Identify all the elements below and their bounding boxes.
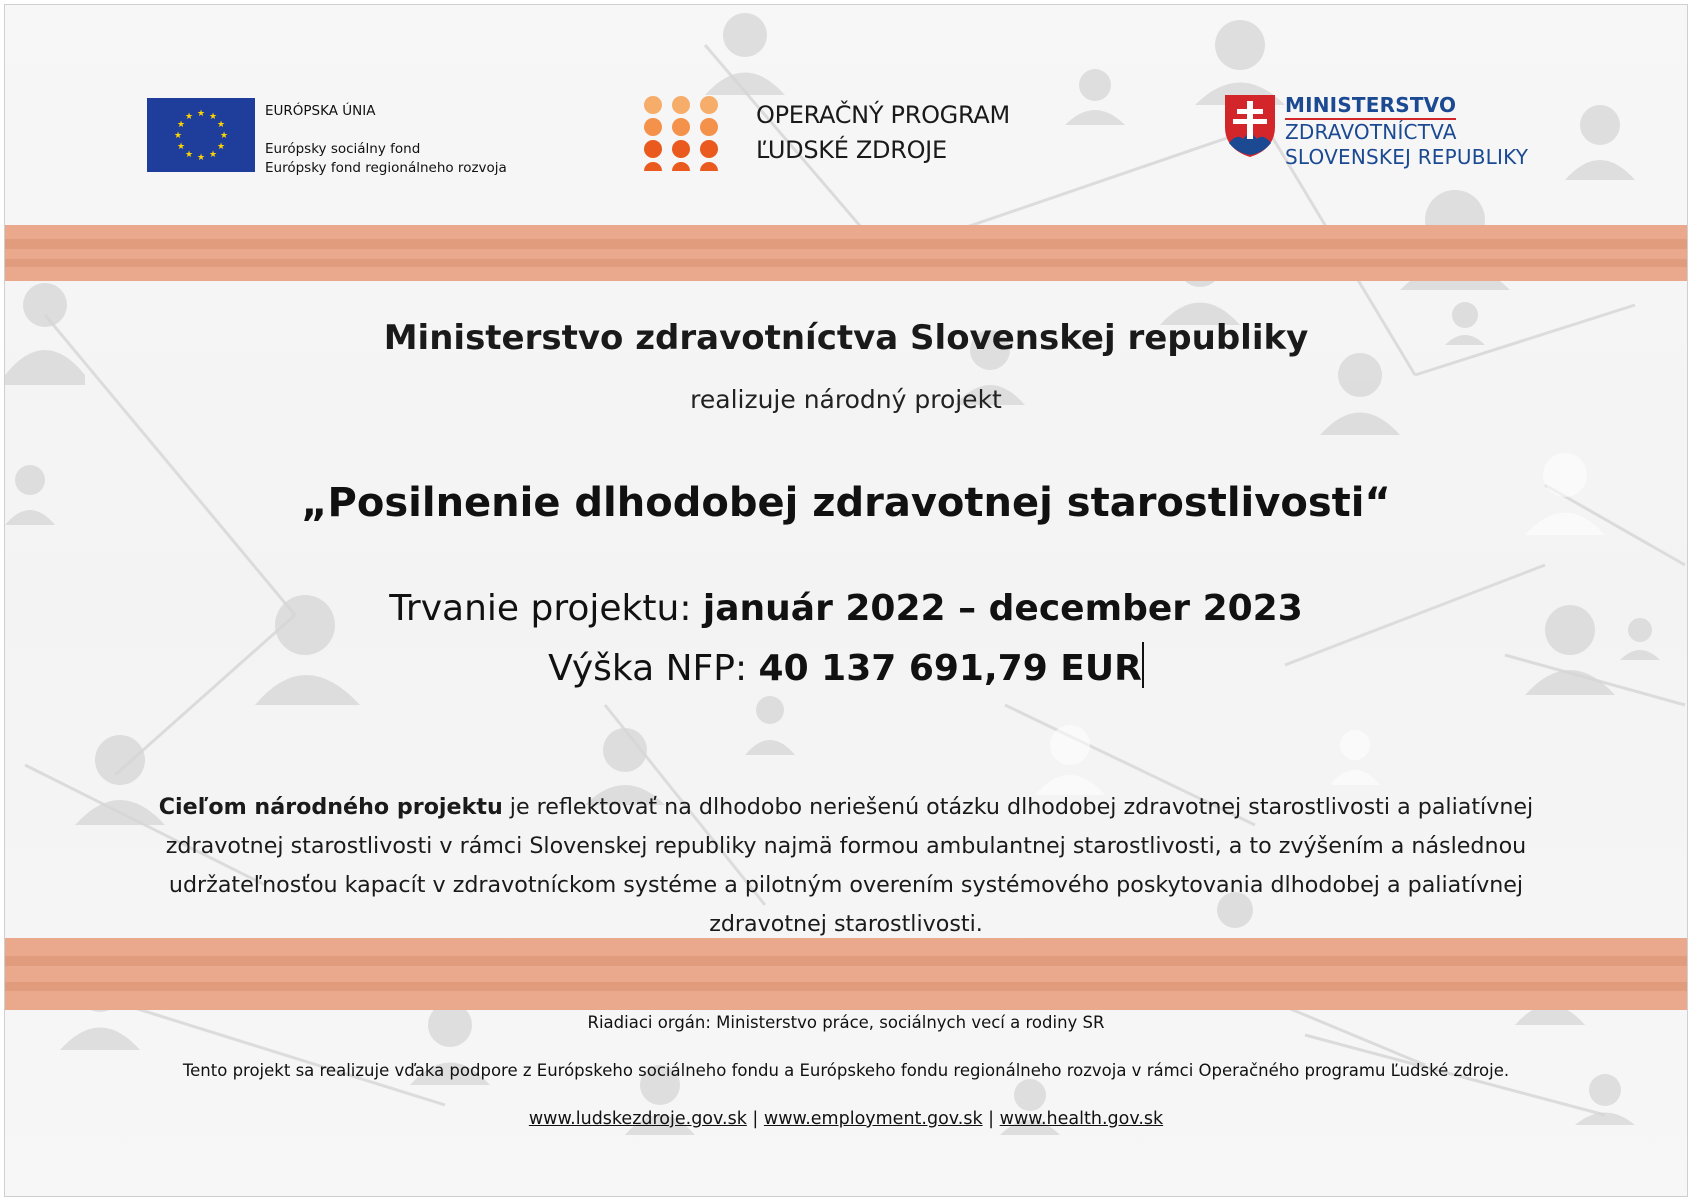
link-employment[interactable]: www.employment.gov.sk bbox=[763, 1109, 983, 1129]
op-line-2: ĽUDSKÉ ZDROJE bbox=[756, 136, 947, 164]
ministry-logo bbox=[1223, 93, 1528, 170]
svg-text:★: ★ bbox=[184, 150, 194, 160]
svg-text:★: ★ bbox=[219, 131, 229, 141]
project-goal-paragraph bbox=[155, 788, 1537, 944]
goal-text: je reflektovať na dlhodobo neriešenú otázku dlhodobej zdravotnej starostlivosti a paliatívnej zdravotnej starostlivosti v rámci Slovenskej republiky najmä formou ambulantnej starostlivosti, a to zvýšením a následnou udržateľnosťou kapacít v zdravotníckom systéme a pilotným overením systémového poskytovania dlhodobej a paliatívnej zdravotnej starostlivosti. bbox=[165, 794, 1534, 937]
nfp-amount bbox=[5, 642, 1687, 689]
op-ludske-zdroje-logo bbox=[642, 95, 1010, 171]
ministry-line-1: MINISTERSTVO bbox=[1285, 93, 1456, 120]
link-separator: | bbox=[752, 1109, 759, 1129]
top-orange-band bbox=[5, 225, 1687, 281]
eu-fund-line-1: Európsky sociálny fond bbox=[265, 141, 421, 157]
eu-flag-icon bbox=[147, 98, 255, 172]
eu-logo bbox=[147, 98, 507, 178]
svg-text:★: ★ bbox=[196, 109, 206, 119]
footer-links bbox=[5, 1109, 1687, 1129]
svg-text:★: ★ bbox=[176, 120, 186, 130]
nfp-label: Výška NFP: bbox=[548, 648, 759, 689]
eu-title: EURÓPSKA ÚNIA bbox=[265, 103, 376, 119]
text-cursor bbox=[1142, 642, 1144, 688]
svg-text:★: ★ bbox=[173, 131, 183, 141]
op-line-1: OPERAČNÝ PROGRAM bbox=[756, 101, 1010, 129]
eu-fund-line-2: Európsky fond regionálneho rozvoja bbox=[265, 160, 507, 176]
project-duration bbox=[5, 588, 1687, 629]
goal-bold-lead: Cieľom národného projektu bbox=[158, 794, 503, 820]
bottom-orange-band bbox=[5, 938, 1687, 1010]
duration-label: Trvanie projektu: bbox=[389, 588, 703, 629]
slovak-coat-of-arms-icon bbox=[1223, 93, 1277, 159]
svg-text:★: ★ bbox=[216, 120, 226, 130]
ministry-line-2: ZDRAVOTNÍCTVA bbox=[1285, 120, 1457, 144]
svg-text:★: ★ bbox=[184, 112, 194, 122]
managing-body: Riadiaci orgán: Ministerstvo práce, sociálnych vecí a rodiny SR bbox=[587, 1013, 1105, 1032]
svg-text:★: ★ bbox=[216, 142, 226, 152]
svg-text:★: ★ bbox=[196, 153, 206, 163]
project-title: „Posilnenie dlhodobej zdravotnej starostlivosti“ bbox=[301, 480, 1391, 526]
svg-text:★: ★ bbox=[208, 150, 218, 160]
nfp-value: 40 137 691,79 EUR bbox=[758, 648, 1142, 689]
svg-text:★: ★ bbox=[176, 142, 186, 152]
support-text: Tento projekt sa realizuje vďaka podpore z Európskeho sociálneho fondu a Európskeho fondu regionálneho rozvoja v rámci Operačného programu Ľudské zdroje. bbox=[182, 1061, 1510, 1080]
link-ludskezdroje[interactable]: www.ludskezdroje.gov.sk bbox=[528, 1109, 747, 1129]
poster-page bbox=[4, 4, 1688, 1197]
svg-text:★: ★ bbox=[208, 112, 218, 122]
duration-value: január 2022 – december 2023 bbox=[702, 588, 1303, 629]
link-health[interactable]: www.health.gov.sk bbox=[999, 1109, 1164, 1129]
ministry-line-3: SLOVENSKEJ REPUBLIKY bbox=[1285, 145, 1529, 169]
subtitle: realizuje národný projekt bbox=[690, 385, 1002, 414]
link-separator: | bbox=[988, 1109, 995, 1129]
op-dots-icon bbox=[642, 95, 720, 171]
organization-title: Ministerstvo zdravotníctva Slovenskej republiky bbox=[383, 318, 1309, 358]
